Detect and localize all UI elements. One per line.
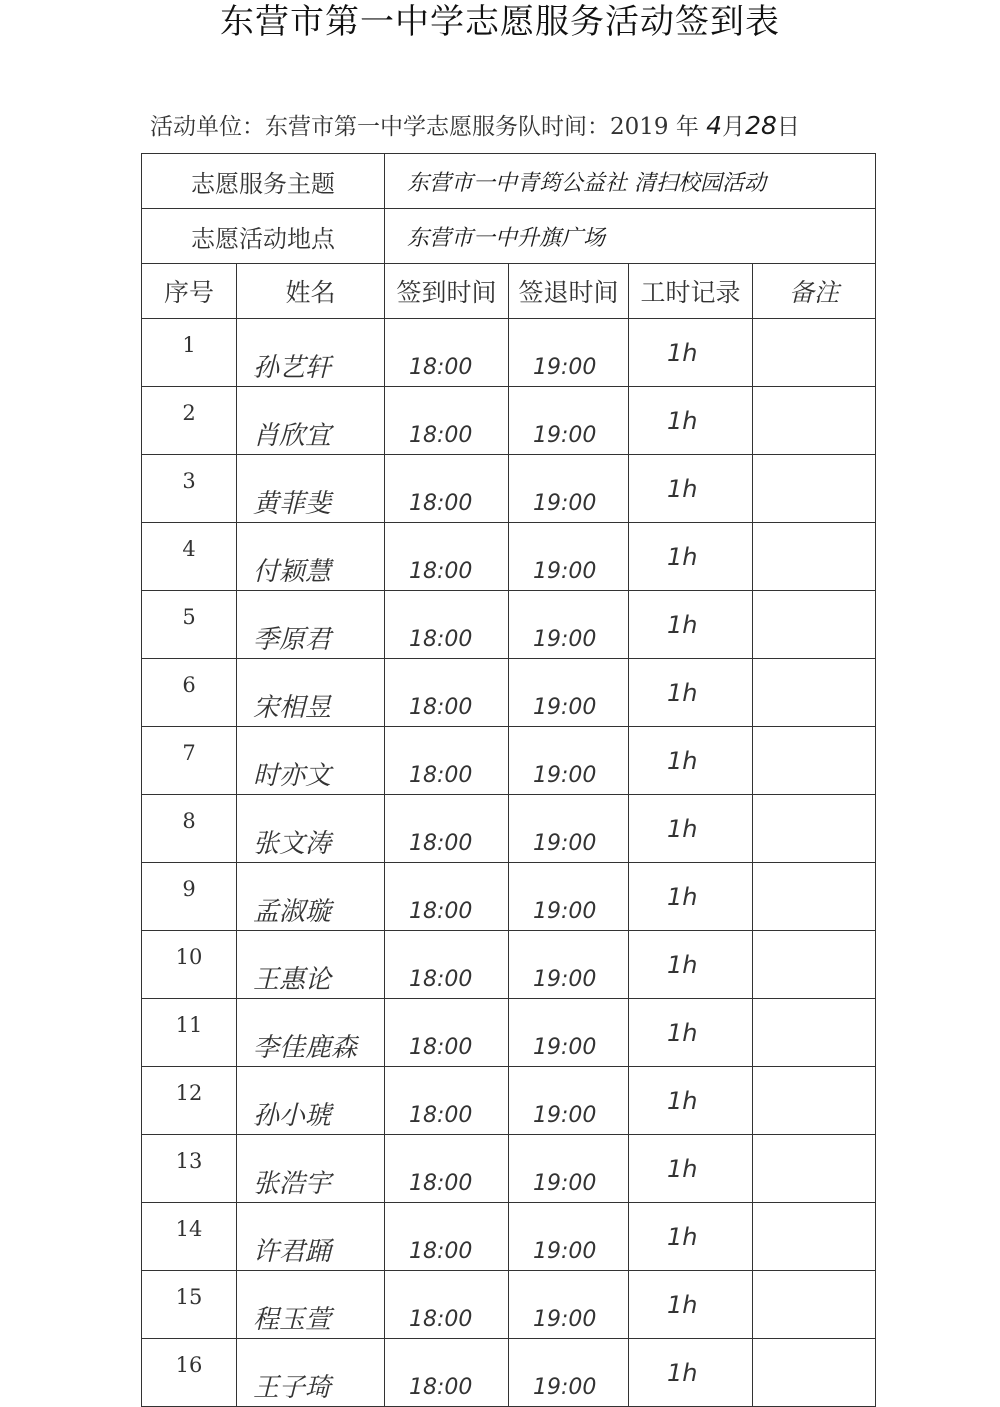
row-note <box>753 319 876 387</box>
sign-in-table <box>141 153 876 1407</box>
row-sign-in-time: 18:00 <box>385 387 509 455</box>
row-name: 李佳鹿森 <box>237 999 385 1067</box>
row-name: 张文涛 <box>237 795 385 863</box>
row-number: 1 <box>142 319 237 387</box>
row-sign-out-time: 19:00 <box>509 1271 629 1339</box>
table-row <box>142 523 876 591</box>
table-row <box>142 659 876 727</box>
row-sign-out-time: 19:00 <box>509 591 629 659</box>
row-note <box>753 863 876 931</box>
row-note <box>753 1203 876 1271</box>
row-sign-in-time: 18:00 <box>385 1203 509 1271</box>
row-note <box>753 727 876 795</box>
place-row <box>142 209 876 264</box>
row-sign-out-time: 19:00 <box>509 659 629 727</box>
row-name: 孟淑璇 <box>237 863 385 931</box>
row-number: 14 <box>142 1203 237 1271</box>
row-sign-out-time: 19:00 <box>509 523 629 591</box>
row-number: 13 <box>142 1135 237 1203</box>
row-name: 许君踊 <box>237 1203 385 1271</box>
activity-info-line <box>150 108 800 141</box>
row-hours: 1h <box>629 1339 753 1407</box>
table-row <box>142 727 876 795</box>
row-name: 王子琦 <box>237 1339 385 1407</box>
row-hours: 1h <box>629 1271 753 1339</box>
table-row <box>142 1067 876 1135</box>
row-number: 8 <box>142 795 237 863</box>
row-number: 7 <box>142 727 237 795</box>
row-hours: 1h <box>629 999 753 1067</box>
row-name: 王惠论 <box>237 931 385 999</box>
row-number: 12 <box>142 1067 237 1135</box>
table-row <box>142 1339 876 1407</box>
row-sign-out-time: 19:00 <box>509 1067 629 1135</box>
row-name: 孙艺轩 <box>237 319 385 387</box>
row-name: 张浩宇 <box>237 1135 385 1203</box>
row-sign-in-time: 18:00 <box>385 455 509 523</box>
row-sign-out-time: 19:00 <box>509 1339 629 1407</box>
row-sign-in-time: 18:00 <box>385 523 509 591</box>
col-header-name: 姓名 <box>237 264 385 319</box>
row-number: 11 <box>142 999 237 1067</box>
year-unit: 年 <box>675 114 699 140</box>
row-sign-in-time: 18:00 <box>385 659 509 727</box>
year-value: 2019 <box>610 114 669 140</box>
row-note <box>753 387 876 455</box>
unit-value: 东营市第一中学志愿服务队 <box>265 114 541 140</box>
row-sign-in-time: 18:00 <box>385 863 509 931</box>
row-sign-out-time: 19:00 <box>509 387 629 455</box>
col-header-no: 序号 <box>142 264 237 319</box>
row-name: 时亦文 <box>237 727 385 795</box>
row-number: 15 <box>142 1271 237 1339</box>
place-value: 东营市一中升旗广场 <box>385 209 876 264</box>
row-name: 黄菲斐 <box>237 455 385 523</box>
day-unit: 日 <box>776 114 800 140</box>
row-sign-out-time: 19:00 <box>509 795 629 863</box>
row-sign-in-time: 18:00 <box>385 591 509 659</box>
time-label: 时间： <box>541 114 610 140</box>
row-hours: 1h <box>629 1067 753 1135</box>
row-hours: 1h <box>629 591 753 659</box>
row-hours: 1h <box>629 1135 753 1203</box>
row-hours: 1h <box>629 387 753 455</box>
month-unit: 月 <box>722 114 746 140</box>
row-number: 2 <box>142 387 237 455</box>
row-hours: 1h <box>629 1203 753 1271</box>
row-note <box>753 795 876 863</box>
table-row <box>142 999 876 1067</box>
row-number: 3 <box>142 455 237 523</box>
col-header-hours: 工时记录 <box>629 264 753 319</box>
row-hours: 1h <box>629 319 753 387</box>
row-hours: 1h <box>629 523 753 591</box>
row-note <box>753 659 876 727</box>
row-number: 10 <box>142 931 237 999</box>
row-number: 6 <box>142 659 237 727</box>
theme-label: 志愿服务主题 <box>142 154 385 209</box>
row-name: 程玉萱 <box>237 1271 385 1339</box>
page-title: 东营市第一中学志愿服务活动签到表 <box>220 2 780 42</box>
row-hours: 1h <box>629 727 753 795</box>
day-value: 28 <box>745 111 777 140</box>
table-row <box>142 931 876 999</box>
column-header-row <box>142 264 876 319</box>
row-sign-in-time: 18:00 <box>385 999 509 1067</box>
month-value: 4 <box>706 111 723 140</box>
row-sign-out-time: 19:00 <box>509 1203 629 1271</box>
table-row <box>142 1135 876 1203</box>
row-sign-in-time: 18:00 <box>385 727 509 795</box>
row-sign-out-time: 19:00 <box>509 999 629 1067</box>
row-sign-out-time: 19:00 <box>509 931 629 999</box>
row-sign-out-time: 19:00 <box>509 319 629 387</box>
row-name: 季原君 <box>237 591 385 659</box>
table-row <box>142 387 876 455</box>
row-sign-out-time: 19:00 <box>509 727 629 795</box>
row-sign-in-time: 18:00 <box>385 1339 509 1407</box>
theme-row <box>142 154 876 209</box>
row-hours: 1h <box>629 455 753 523</box>
table-row <box>142 319 876 387</box>
table-row <box>142 795 876 863</box>
row-sign-in-time: 18:00 <box>385 1067 509 1135</box>
row-hours: 1h <box>629 659 753 727</box>
col-header-sign-out: 签退时间 <box>509 264 629 319</box>
row-sign-in-time: 18:00 <box>385 795 509 863</box>
row-sign-in-time: 18:00 <box>385 1135 509 1203</box>
table-row <box>142 1271 876 1339</box>
row-name: 宋相昱 <box>237 659 385 727</box>
row-number: 4 <box>142 523 237 591</box>
table-row <box>142 1203 876 1271</box>
row-sign-in-time: 18:00 <box>385 1271 509 1339</box>
row-note <box>753 999 876 1067</box>
row-number: 5 <box>142 591 237 659</box>
row-hours: 1h <box>629 795 753 863</box>
table-body <box>142 319 876 1407</box>
row-number: 9 <box>142 863 237 931</box>
table-row <box>142 455 876 523</box>
row-name: 付颖慧 <box>237 523 385 591</box>
table-row <box>142 863 876 931</box>
row-sign-out-time: 19:00 <box>509 863 629 931</box>
col-header-sign-in: 签到时间 <box>385 264 509 319</box>
row-note <box>753 455 876 523</box>
place-label: 志愿活动地点 <box>142 209 385 264</box>
row-note <box>753 1271 876 1339</box>
row-note <box>753 1135 876 1203</box>
row-number: 16 <box>142 1339 237 1407</box>
table-row <box>142 591 876 659</box>
row-note <box>753 1339 876 1407</box>
row-name: 孙小琥 <box>237 1067 385 1135</box>
theme-value: 东营市一中青筠公益社 清扫校园活动 <box>385 154 876 209</box>
row-sign-in-time: 18:00 <box>385 319 509 387</box>
row-note <box>753 591 876 659</box>
row-hours: 1h <box>629 931 753 999</box>
row-note <box>753 523 876 591</box>
row-hours: 1h <box>629 863 753 931</box>
row-sign-in-time: 18:00 <box>385 931 509 999</box>
row-sign-out-time: 19:00 <box>509 455 629 523</box>
col-header-note: 备注 <box>753 264 876 319</box>
unit-label: 活动单位： <box>150 114 265 140</box>
row-sign-out-time: 19:00 <box>509 1135 629 1203</box>
row-note <box>753 931 876 999</box>
row-name: 肖欣宜 <box>237 387 385 455</box>
row-note <box>753 1067 876 1135</box>
